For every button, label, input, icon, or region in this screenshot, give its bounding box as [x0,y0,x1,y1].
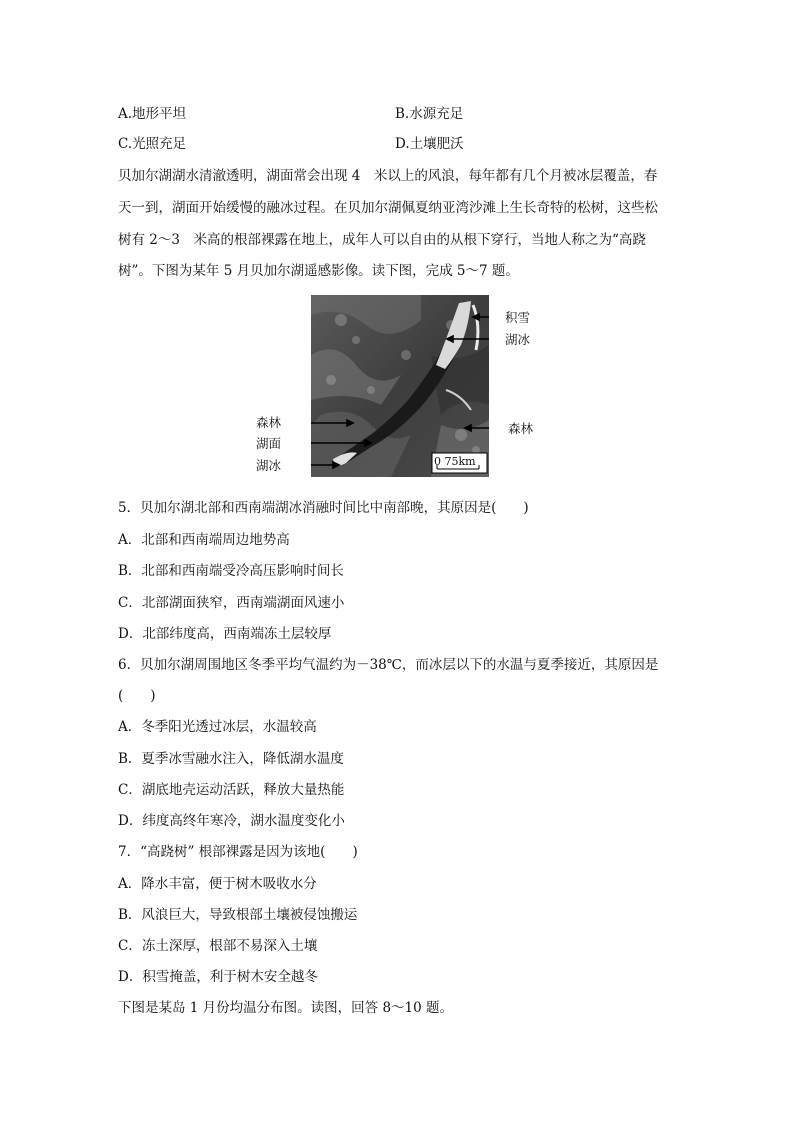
q4-option-b: B.水源充足 [395,106,464,122]
q7-option-d: D．积雪掩盖，利于树木安全越冬 [118,969,318,985]
label-lake-ice-top: 湖冰 [505,332,531,347]
label-forest-right: 森林 [508,421,534,436]
q7-stem: 7．“高跷树” 根部裸露是因为该地( ) [118,844,358,860]
q6-option-d: D．纬度高终年寒冷，湖水温度变化小 [118,813,345,829]
q5-stem: 5．贝加尔湖北部和西南端湖冰消融时间比中南部晚，其原因是( ) [118,500,529,516]
q5-option-a: A．北部和西南端周边地势高 [118,532,290,548]
label-lake-surface: 湖面 [256,436,282,451]
label-lake-ice-bottom: 湖冰 [256,458,282,473]
q4-option-a: A.地形平坦 [118,106,187,122]
label-snow: 积雪 [505,310,531,325]
q7-option-c: C．冻土深厚，根部不易深入土壤 [118,938,318,954]
passage-line-4: 树”。下图为某年 5 月贝加尔湖遥感影像。读下图，完成 5～7 题。 [118,263,519,279]
passage-line-3: 树有 2～3 米高的根部裸露在地上，成年人可以自由的从根下穿行，当地人称之为“高跷 [118,232,646,248]
q4-option-c: C.光照充足 [118,136,187,152]
scale-label: 0 75km [434,455,476,468]
q5-option-c: C．北部湖面狭窄，西南端湖面风速小 [118,595,345,611]
q7-option-b: B．风浪巨大，导致根部土壤被侵蚀搬运 [118,907,358,923]
q5-option-d: D．北部纬度高，西南端冻土层较厚 [118,626,332,642]
baikal-satellite-image [311,295,489,477]
q4-option-d: D.土壤肥沃 [395,136,464,152]
q6-option-a: A．冬季阳光透过冰层，水温较高 [118,719,317,735]
passage-line-1: 贝加尔湖湖水清澈透明，湖面常会出现 4 米以上的风浪，每年都有几个月被冰层覆盖，春 [118,168,658,184]
closing-instruction: 下图是某岛 1 月份均温分布图。读图，回答 8～10 题。 [118,1000,454,1016]
q5-option-b: B．北部和西南端受冷高压影响时间长 [118,563,344,579]
satellite-image-graphic [311,295,489,477]
passage-line-2: 天一到，湖面开始缓慢的融冰过程。在贝加尔湖佩夏纳亚湾沙滩上生长奇特的松树，这些松 [118,200,658,216]
q6-option-b: B．夏季冰雪融水注入，降低湖水温度 [118,751,344,767]
label-forest-left: 森林 [256,415,282,430]
q6-stem: 6．贝加尔湖周围地区冬季平均气温约为－38℃，而冰层以下的水温与夏季接近，其原因是 [118,657,659,673]
q6-stem-bracket: ( ) [118,688,156,704]
q6-option-c: C．湖底地壳运动活跃，释放大量热能 [118,782,345,798]
q7-option-a: A．降水丰富，便于树木吸收水分 [118,876,317,892]
